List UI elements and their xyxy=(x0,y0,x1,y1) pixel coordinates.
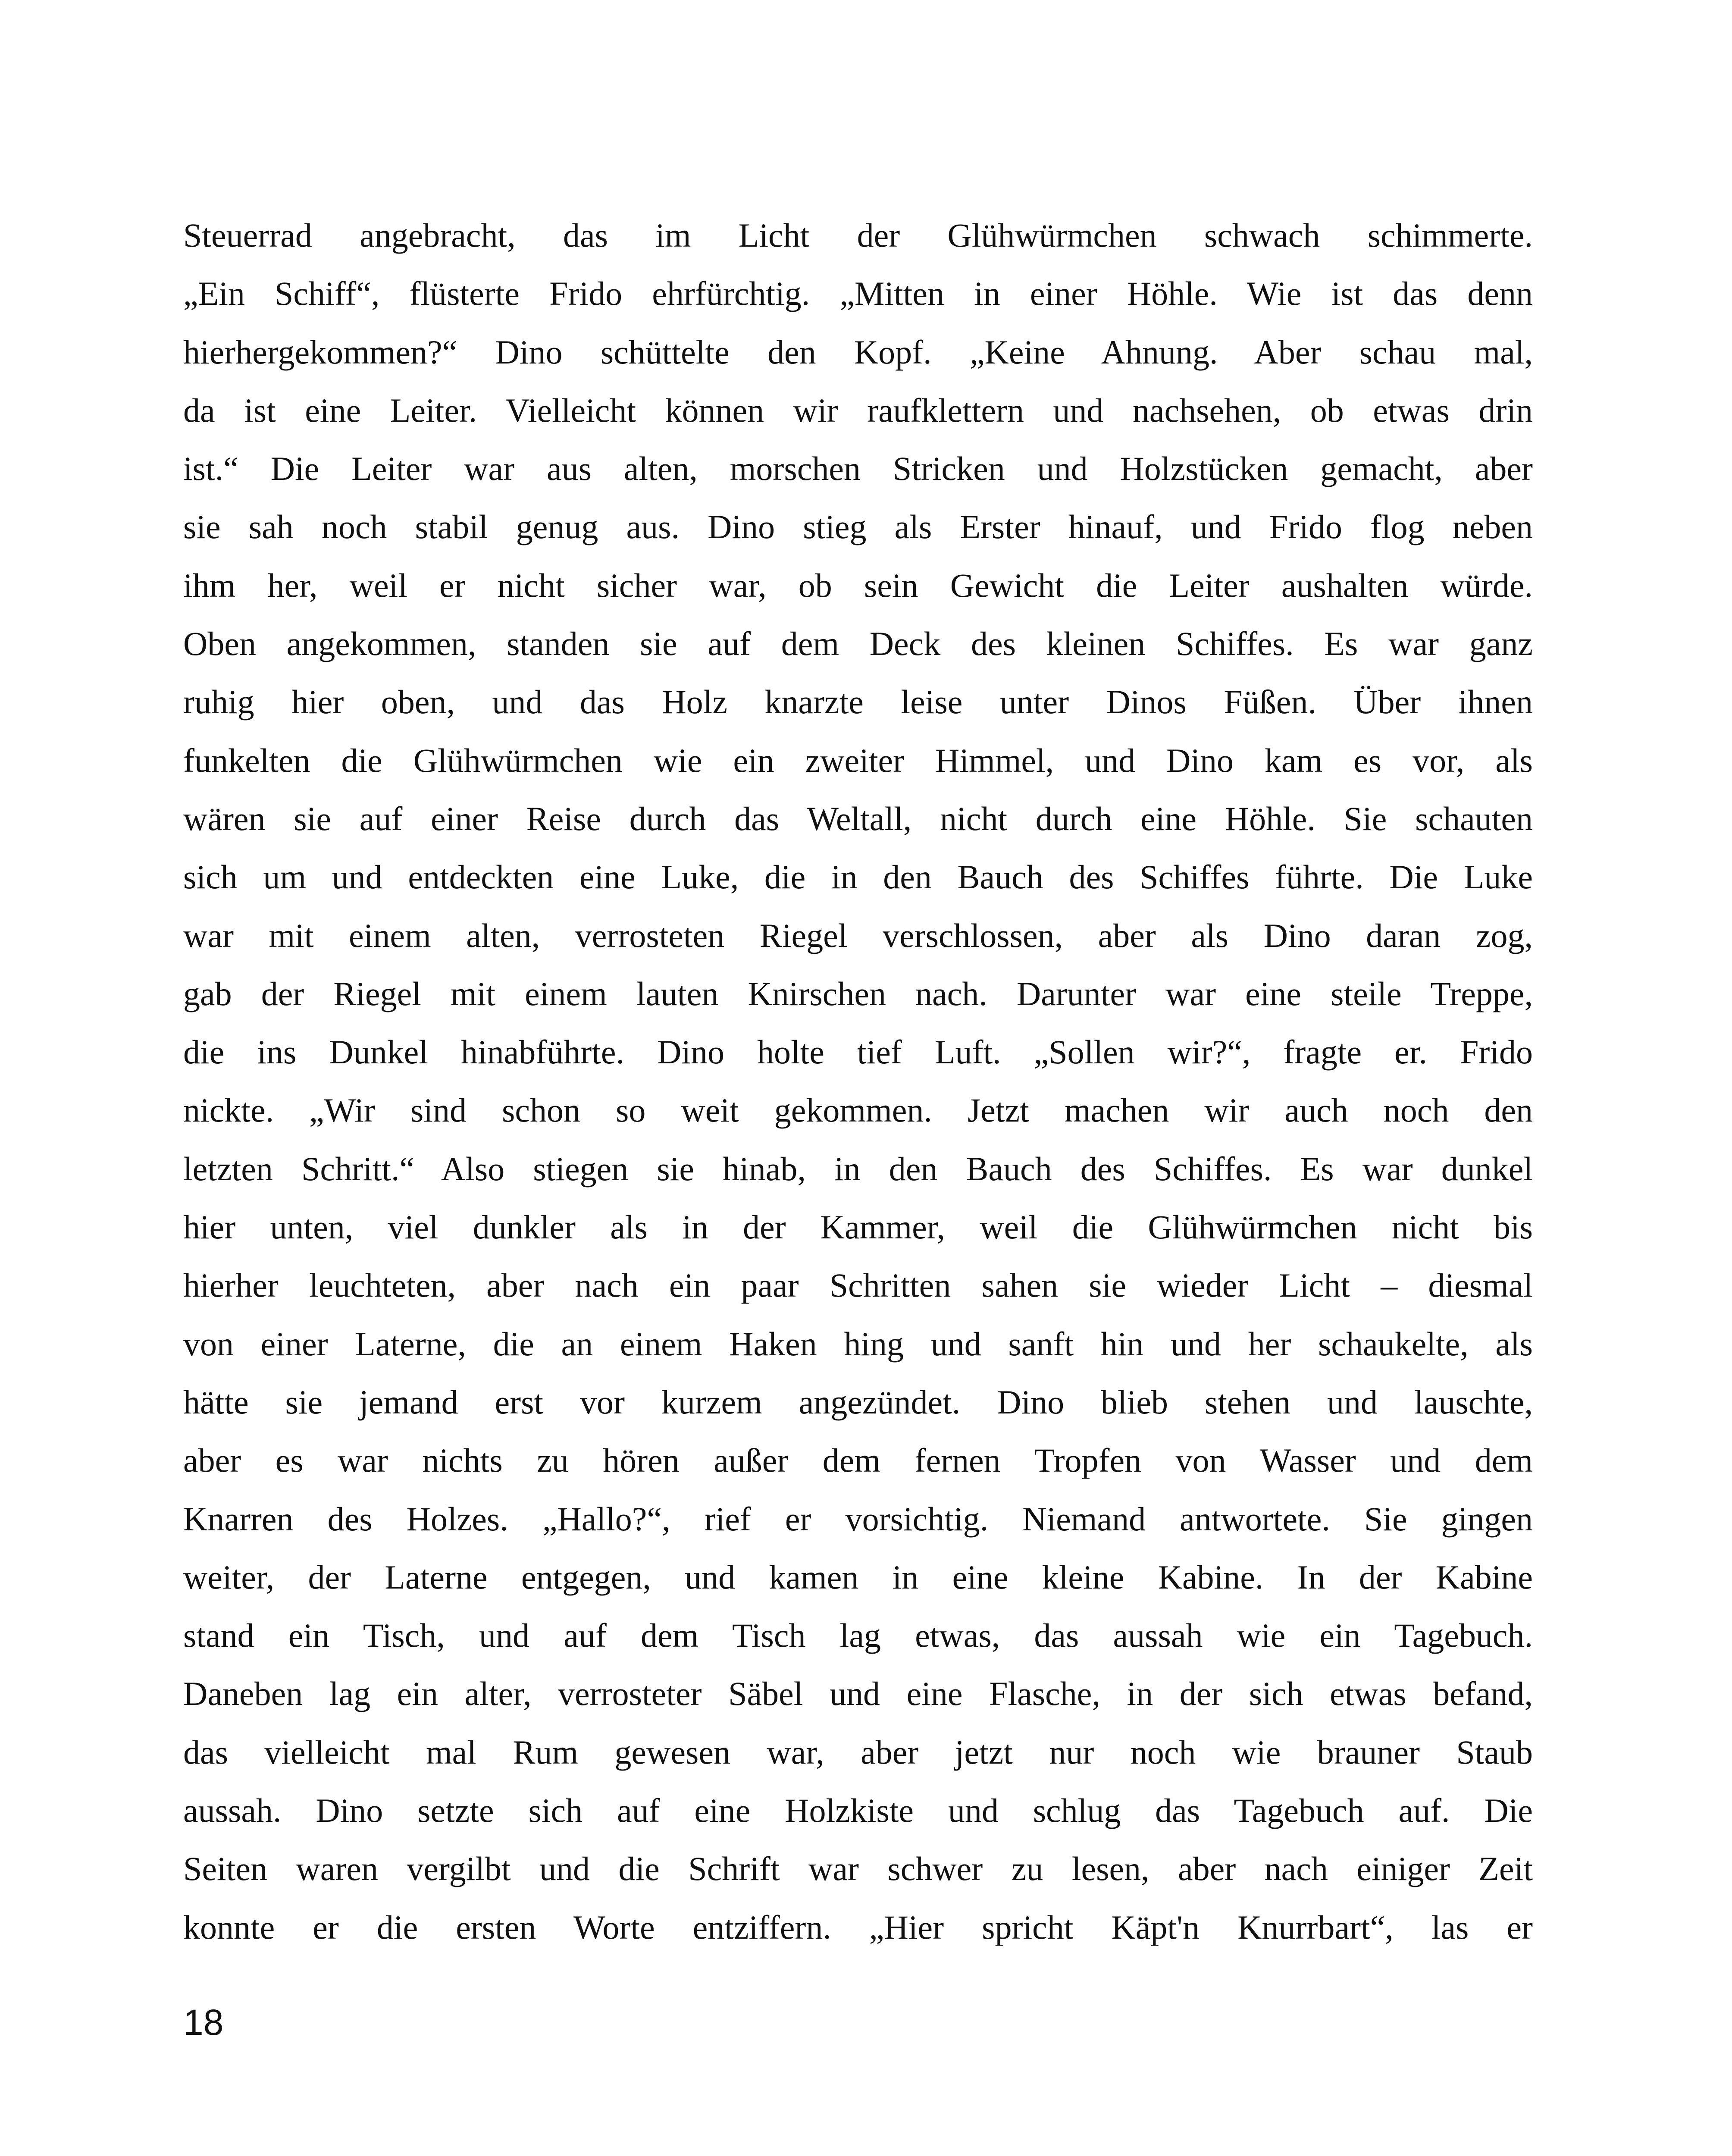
text-line: ist.“ Die Leiter war aus alten, morschen Stricken und Holzstücken gemacht, aber xyxy=(183,450,1533,488)
text-line: „Ein Schiff“, flüsterte Frido ehrfürchtig. „Mitten in einer Höhle. Wie ist das denn xyxy=(183,275,1533,313)
text-line: ihm her, weil er nicht sicher war, ob sein Gewicht die Leiter aushalten würde. xyxy=(183,566,1533,604)
text-line: Seiten waren vergilbt und die Schrift war schwer zu lesen, aber nach einiger Zeit xyxy=(183,1850,1533,1888)
text-line: Daneben lag ein alter, verrosteter Säbel und eine Flasche, in der sich etwas befand, xyxy=(183,1675,1533,1713)
text-line: hierher leuchteten, aber nach ein paar Schritten sahen sie wieder Licht – diesmal xyxy=(183,1266,1533,1304)
text-line: Steuerrad angebracht, das im Licht der Glühwürmchen schwach schimmerte. xyxy=(183,216,1533,254)
text-line: letzten Schritt.“ Also stiegen sie hinab, in den Bauch des Schiffes. Es war dunkel xyxy=(183,1150,1533,1188)
text-line: hierhergekommen?“ Dino schüttelte den Kopf. „Keine Ahnung. Aber schau mal, xyxy=(183,333,1533,371)
text-line: gab der Riegel mit einem lauten Knirschen nach. Darunter war eine steile Treppe, xyxy=(183,975,1533,1012)
text-line: funkelten die Glühwürmchen wie ein zweiter Himmel, und Dino kam es vor, als xyxy=(183,741,1533,779)
text-line: war mit einem alten, verrosteten Riegel verschlossen, aber als Dino daran zog, xyxy=(183,916,1533,954)
text-line: das vielleicht mal Rum gewesen war, aber jetzt nur noch wie brauner Staub xyxy=(183,1733,1533,1771)
text-line: wären sie auf einer Reise durch das Weltall, nicht durch eine Höhle. Sie schauten xyxy=(183,799,1533,837)
text-line: ruhig hier oben, und das Holz knarzte leise unter Dinos Füßen. Über ihnen xyxy=(183,683,1533,721)
text-line: nickte. „Wir sind schon so weit gekommen. Jetzt machen wir auch noch den xyxy=(183,1091,1533,1129)
text-line: stand ein Tisch, und auf dem Tisch lag etwas, das aussah wie ein Tagebuch. xyxy=(183,1617,1533,1655)
text-line: sie sah noch stabil genug aus. Dino stieg als Erster hinauf, und Frido flog neben xyxy=(183,508,1533,546)
text-line: Oben angekommen, standen sie auf dem Deck des kleinen Schiffes. Es war ganz xyxy=(183,625,1533,663)
text-line: aber es war nichts zu hören außer dem fernen Tropfen von Wasser und dem xyxy=(183,1442,1533,1479)
text-line: hätte sie jemand erst vor kurzem angezündet. Dino blieb stehen und lauschte, xyxy=(183,1383,1533,1421)
page-number: 18 xyxy=(183,2002,224,2043)
text-line: hier unten, viel dunkler als in der Kammer, weil die Glühwürmchen nicht bis xyxy=(183,1208,1533,1246)
text-line: weiter, der Laterne entgegen, und kamen in eine kleine Kabine. In der Kabine xyxy=(183,1558,1533,1596)
text-line: von einer Laterne, die an einem Haken hing und sanft hin und her schaukelte, als xyxy=(183,1325,1533,1363)
text-line: da ist eine Leiter. Vielleicht können wir raufklettern und nachsehen, ob etwas drin xyxy=(183,391,1533,429)
body-text xyxy=(183,206,1533,1956)
text-line: Knarren des Holzes. „Hallo?“, rief er vorsichtig. Niemand antwortete. Sie gingen xyxy=(183,1500,1533,1538)
text-line: aussah. Dino setzte sich auf eine Holzkiste und schlug das Tagebuch auf. Die xyxy=(183,1792,1533,1830)
text-line: die ins Dunkel hinabführte. Dino holte tief Luft. „Sollen wir?“, fragte er. Frido xyxy=(183,1033,1533,1071)
text-line: sich um und entdeckten eine Luke, die in den Bauch des Schiffes führte. Die Luke xyxy=(183,858,1533,896)
text-line: konnte er die ersten Worte entziffern. „Hier spricht Käpt'n Knurrbart“, las er xyxy=(183,1908,1533,1946)
